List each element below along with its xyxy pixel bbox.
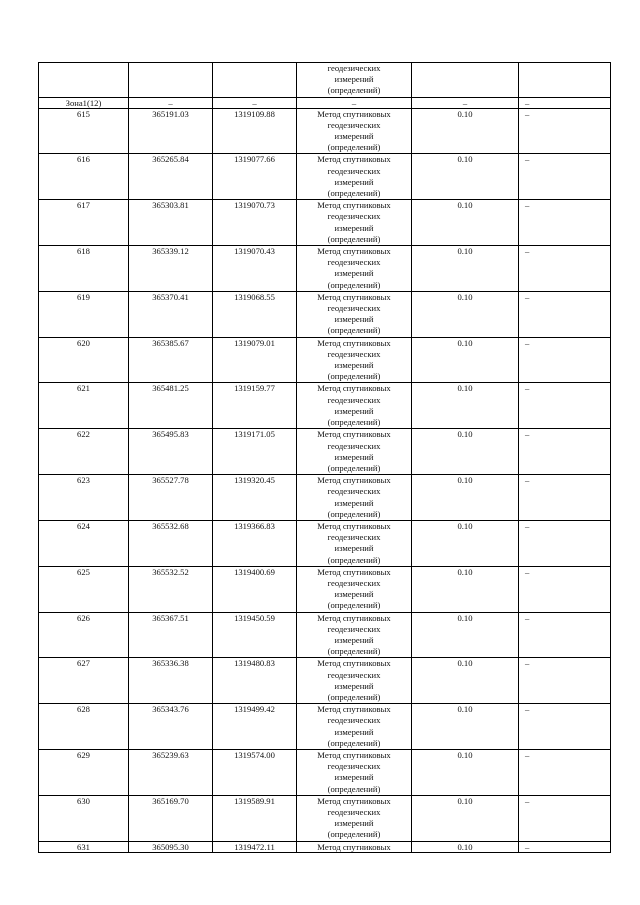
cell-method: Метод спутниковых геодезических измерений (определений) <box>297 658 412 704</box>
cell-x: 365495.83 <box>129 429 213 475</box>
cell-accuracy: 0.10 <box>412 291 519 337</box>
cell-accuracy: 0.10 <box>412 795 519 841</box>
cell-accuracy: 0.10 <box>412 566 519 612</box>
cell-note: – <box>519 383 611 429</box>
cell-point-number: 618 <box>39 246 129 292</box>
cell-x: 365532.68 <box>129 520 213 566</box>
continuation-row <box>39 63 611 98</box>
cell-x: 365169.70 <box>129 795 213 841</box>
cell-x: 365532.52 <box>129 566 213 612</box>
cell-accuracy: 0.10 <box>412 475 519 521</box>
cell-accuracy: 0.10 <box>412 383 519 429</box>
cell-x: 365385.67 <box>129 337 213 383</box>
zone-label: Зона1(12) <box>39 97 129 108</box>
cell-note: – <box>519 154 611 200</box>
cell-method: Метод спутниковых геодезических измерений (определений) <box>297 246 412 292</box>
cell-method: Метод спутниковых геодезических измерений (определений) <box>297 475 412 521</box>
cell-point-number: 628 <box>39 704 129 750</box>
cell-y: 1319450.59 <box>213 612 297 658</box>
cell-y: – <box>213 97 297 108</box>
table-row <box>39 475 611 521</box>
cell-x: 365191.03 <box>129 108 213 154</box>
cell-x: 365339.12 <box>129 246 213 292</box>
cell-y: 1319366.83 <box>213 520 297 566</box>
cell-note: – <box>519 520 611 566</box>
cell-note: – <box>519 97 611 108</box>
cell-point-number: 627 <box>39 658 129 704</box>
zone-row <box>39 97 611 108</box>
cell-y: 1319109.88 <box>213 108 297 154</box>
cell-accuracy: 0.10 <box>412 429 519 475</box>
cell-accuracy: 0.10 <box>412 749 519 795</box>
cell-x: – <box>129 97 213 108</box>
cell-x: 365336.38 <box>129 658 213 704</box>
table-row <box>39 704 611 750</box>
table-row <box>39 795 611 841</box>
cell-method: Метод спутниковых геодезических измерений (определений) <box>297 520 412 566</box>
cell-note: – <box>519 612 611 658</box>
cell-point-number: 624 <box>39 520 129 566</box>
cell-x: 365239.63 <box>129 749 213 795</box>
cell-point-number: 617 <box>39 200 129 246</box>
cell-y: 1319070.73 <box>213 200 297 246</box>
cell-method: Метод спутниковых геодезических измерений (определений) <box>297 337 412 383</box>
cell-accuracy: 0.10 <box>412 841 519 852</box>
cell-method: Метод спутниковых геодезических измерений (определений) <box>297 749 412 795</box>
cell-x: 365265.84 <box>129 154 213 200</box>
cell-note: – <box>519 704 611 750</box>
table-row <box>39 429 611 475</box>
cell-y: 1319589.91 <box>213 795 297 841</box>
cell-accuracy: 0.10 <box>412 704 519 750</box>
cell-accuracy: 0.10 <box>412 246 519 292</box>
cell-note: – <box>519 566 611 612</box>
cell-accuracy: 0.10 <box>412 520 519 566</box>
cell-x: 365527.78 <box>129 475 213 521</box>
cell-method: Метод спутниковых геодезических измерений (определений) <box>297 795 412 841</box>
table-row <box>39 246 611 292</box>
coordinates-table <box>38 62 611 853</box>
cell-accuracy: 0.10 <box>412 108 519 154</box>
cell-x: 365367.51 <box>129 612 213 658</box>
cell-point-number: 621 <box>39 383 129 429</box>
table-row <box>39 612 611 658</box>
cell-point-number: 616 <box>39 154 129 200</box>
table-row <box>39 200 611 246</box>
cell-method: Метод спутниковых геодезических измерений (определений) <box>297 429 412 475</box>
cell-x: 365095.30 <box>129 841 213 852</box>
cell-method: Метод спутниковых геодезических измерений (определений) <box>297 566 412 612</box>
cell-y: 1319077.66 <box>213 154 297 200</box>
cell-note <box>519 63 611 98</box>
cell-note: – <box>519 749 611 795</box>
cell-note: – <box>519 108 611 154</box>
table-row <box>39 337 611 383</box>
table-row <box>39 383 611 429</box>
cell-y: 1319079.01 <box>213 337 297 383</box>
cell-y: 1319070.43 <box>213 246 297 292</box>
cell-accuracy: 0.10 <box>412 200 519 246</box>
cell-method: геодезических измерений (определений) <box>297 63 412 98</box>
cell-point-number: 620 <box>39 337 129 383</box>
cell-method: Метод спутниковых <box>297 841 412 852</box>
cell-point-number <box>39 63 129 98</box>
cell-y: 1319499.42 <box>213 704 297 750</box>
cell-point-number: 622 <box>39 429 129 475</box>
cell-point-number: 625 <box>39 566 129 612</box>
cell-accuracy: 0.10 <box>412 337 519 383</box>
cell-note: – <box>519 429 611 475</box>
cell-method: – <box>297 97 412 108</box>
table-row <box>39 520 611 566</box>
table-row <box>39 566 611 612</box>
cell-note: – <box>519 841 611 852</box>
cell-y: 1319068.55 <box>213 291 297 337</box>
table-row <box>39 749 611 795</box>
table-row <box>39 291 611 337</box>
cell-x: 365481.25 <box>129 383 213 429</box>
cell-note: – <box>519 795 611 841</box>
cell-note: – <box>519 337 611 383</box>
cell-note: – <box>519 246 611 292</box>
cell-accuracy <box>412 63 519 98</box>
cell-y: 1319480.83 <box>213 658 297 704</box>
table-row <box>39 108 611 154</box>
cell-accuracy: 0.10 <box>412 154 519 200</box>
cell-point-number: 629 <box>39 749 129 795</box>
cell-y: 1319159.77 <box>213 383 297 429</box>
cell-note: – <box>519 475 611 521</box>
cell-note: – <box>519 200 611 246</box>
cell-x <box>129 63 213 98</box>
cell-point-number: 615 <box>39 108 129 154</box>
cell-point-number: 619 <box>39 291 129 337</box>
cell-method: Метод спутниковых геодезических измерений (определений) <box>297 704 412 750</box>
cell-y: 1319400.69 <box>213 566 297 612</box>
cell-accuracy: 0.10 <box>412 612 519 658</box>
table-row <box>39 658 611 704</box>
cell-y: 1319574.00 <box>213 749 297 795</box>
cell-point-number: 623 <box>39 475 129 521</box>
cell-y: 1319171.05 <box>213 429 297 475</box>
cell-x: 365343.76 <box>129 704 213 750</box>
cell-method: Метод спутниковых геодезических измерений (определений) <box>297 108 412 154</box>
cell-method: Метод спутниковых геодезических измерений (определений) <box>297 612 412 658</box>
cell-point-number: 626 <box>39 612 129 658</box>
cell-point-number: 631 <box>39 841 129 852</box>
cell-note: – <box>519 291 611 337</box>
table-row <box>39 154 611 200</box>
cell-point-number: 630 <box>39 795 129 841</box>
cell-x: 365303.81 <box>129 200 213 246</box>
cell-note: – <box>519 658 611 704</box>
cell-method: Метод спутниковых геодезических измерений (определений) <box>297 291 412 337</box>
cell-accuracy: – <box>412 97 519 108</box>
cell-x: 365370.41 <box>129 291 213 337</box>
cell-y <box>213 63 297 98</box>
cell-accuracy: 0.10 <box>412 658 519 704</box>
cell-method: Метод спутниковых геодезических измерений (определений) <box>297 154 412 200</box>
cell-y: 1319320.45 <box>213 475 297 521</box>
cell-y: 1319472.11 <box>213 841 297 852</box>
table-row <box>39 841 611 852</box>
cell-method: Метод спутниковых геодезических измерений (определений) <box>297 200 412 246</box>
cell-method: Метод спутниковых геодезических измерений (определений) <box>297 383 412 429</box>
